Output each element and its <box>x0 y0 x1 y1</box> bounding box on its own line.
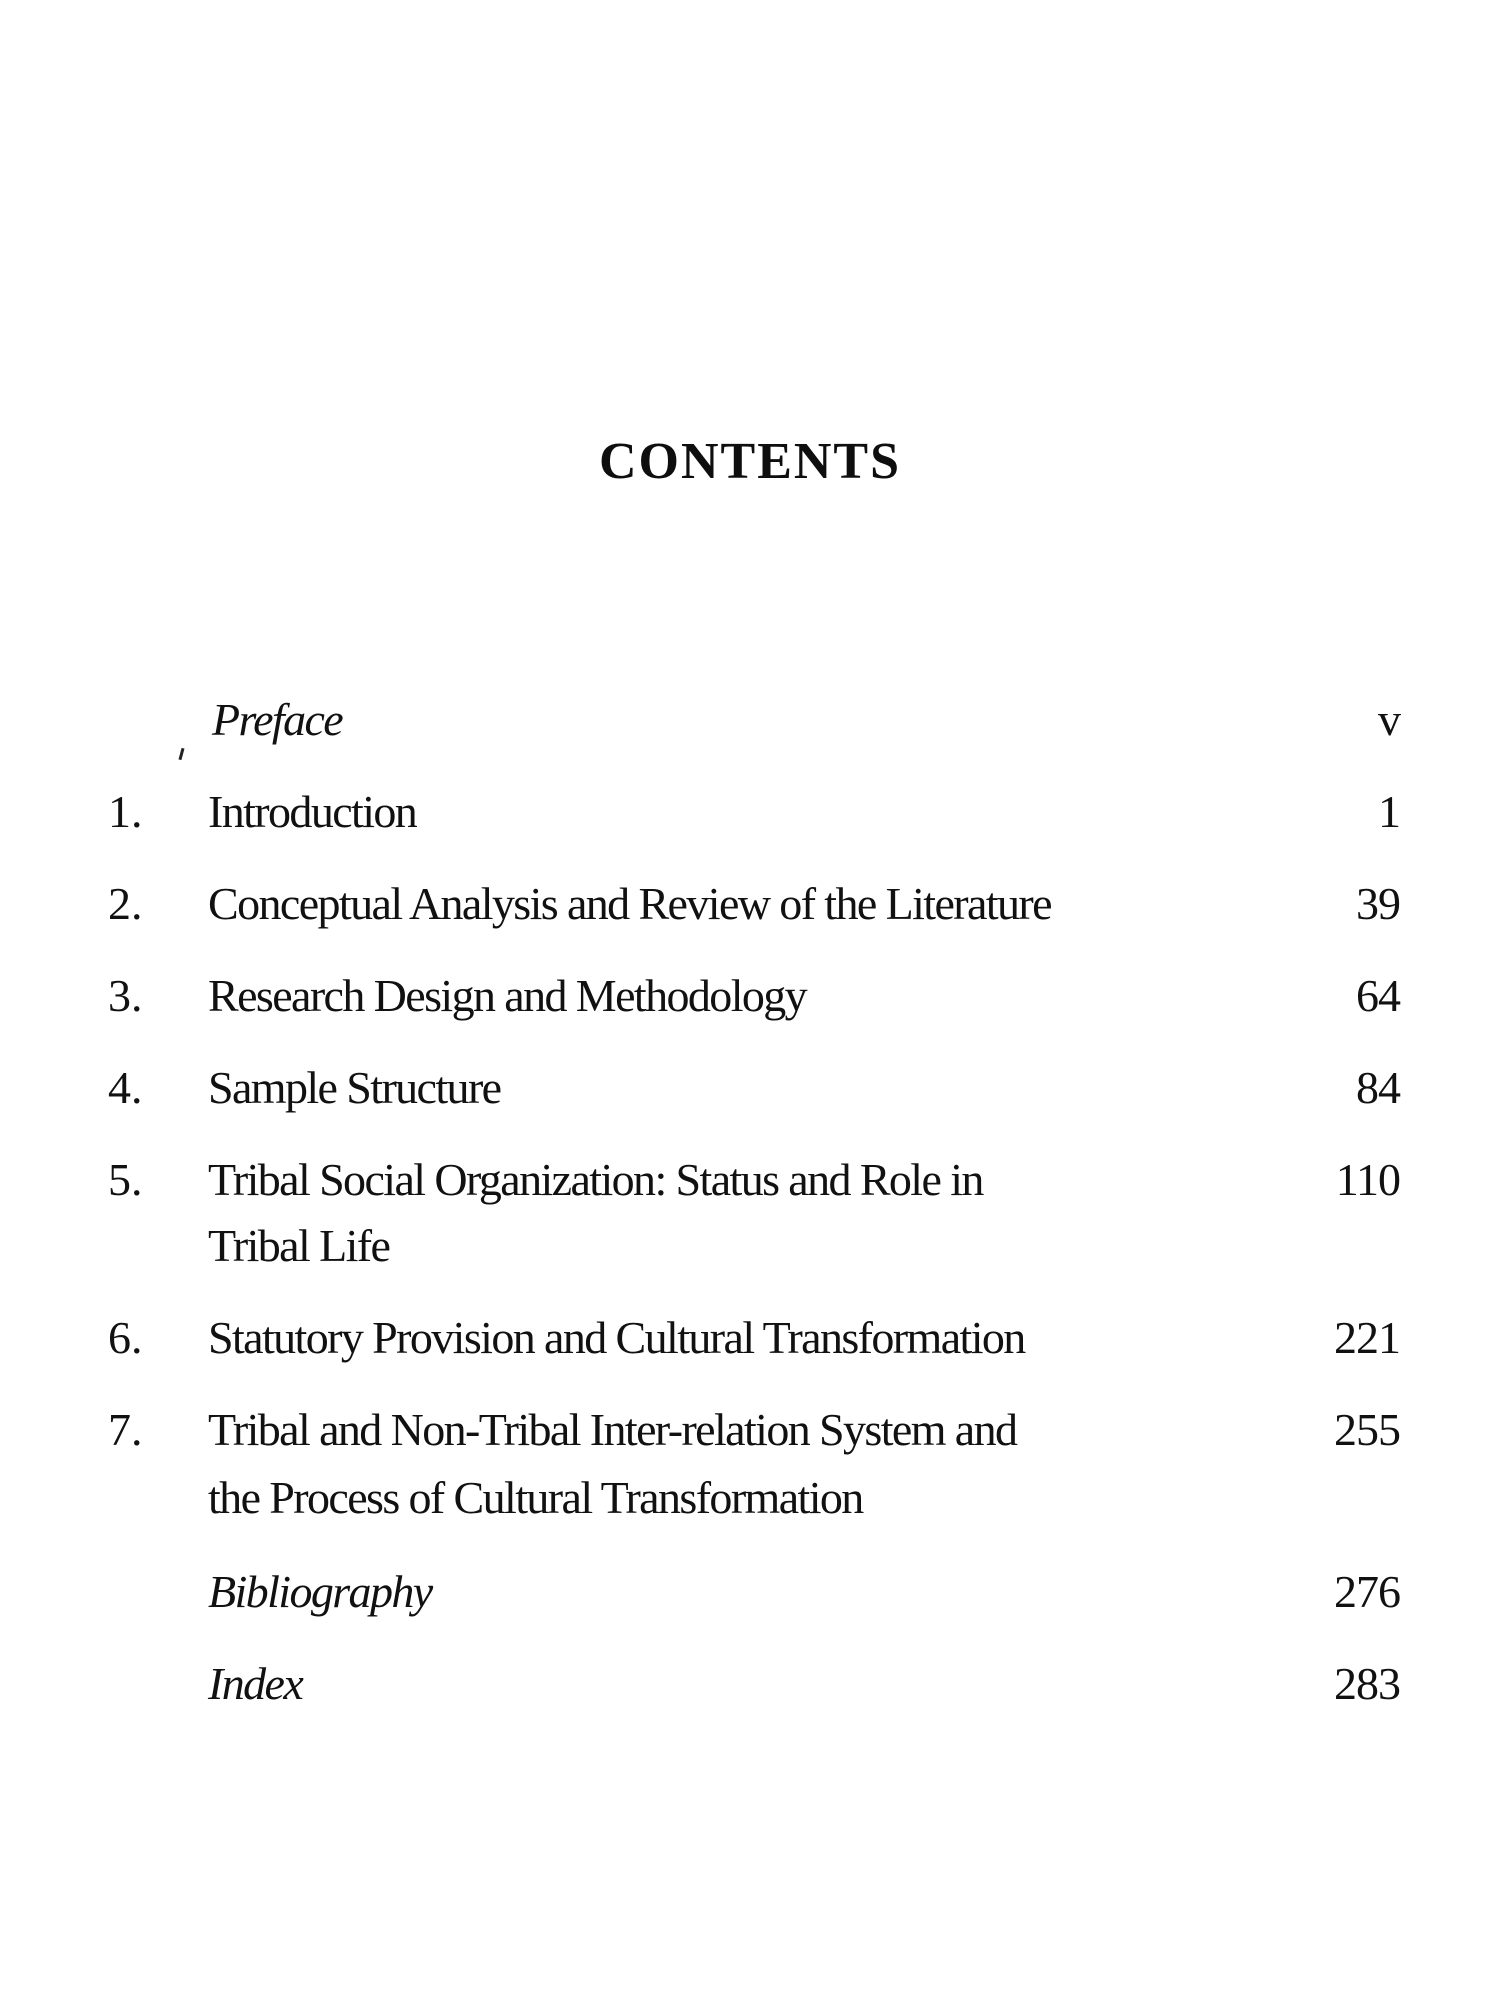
toc-entry-title-line-1: Tribal Social Organization: Status and Role in <box>208 1154 983 1205</box>
chapter-number: 6. <box>108 1312 143 1363</box>
toc-entry-page: 64 <box>1356 970 1400 1021</box>
toc-entry-page: 39 <box>1356 878 1400 929</box>
toc-entry-title: Sample Structure <box>208 1062 501 1113</box>
toc-entry-page: 1 <box>1378 786 1400 837</box>
toc-entry-page: 84 <box>1356 1062 1400 1113</box>
toc-entry-title: Introduction <box>208 786 417 837</box>
toc-entry-page: 221 <box>1334 1312 1400 1363</box>
toc-entry-page: 110 <box>1335 1154 1400 1205</box>
page-title: CONTENTS <box>598 433 902 490</box>
toc-entry-title: Preface <box>212 694 343 745</box>
chapter-number: 5. <box>108 1154 143 1205</box>
toc-entry-title: Index <box>208 1658 303 1709</box>
toc-entry-title-line-2: the Process of Cultural Transformation <box>208 1472 863 1523</box>
toc-entry-title: Conceptual Analysis and Review of the Literature <box>208 878 1051 929</box>
toc-entry-title: Research Design and Methodology <box>208 970 807 1021</box>
chapter-number: 3. <box>108 970 143 1021</box>
chapter-number: 1. <box>108 786 143 837</box>
toc-entry-title-line-2: Tribal Life <box>208 1220 390 1271</box>
chapter-number: 2. <box>108 878 143 929</box>
toc-entry-page: v <box>1378 694 1400 745</box>
stray-mark <box>178 748 184 760</box>
toc-entry-page: 276 <box>1334 1566 1400 1617</box>
chapter-number: 4. <box>108 1062 143 1113</box>
chapter-number: 7. <box>108 1404 143 1455</box>
toc-entry-title: Bibliography <box>208 1566 432 1617</box>
toc-entry-page: 255 <box>1334 1404 1400 1455</box>
toc-entry-title: Statutory Provision and Cultural Transformation <box>208 1312 1025 1363</box>
toc-entry-page: 283 <box>1334 1658 1400 1709</box>
toc-entry-title-line-1: Tribal and Non-Tribal Inter-relation System and <box>208 1404 1017 1455</box>
